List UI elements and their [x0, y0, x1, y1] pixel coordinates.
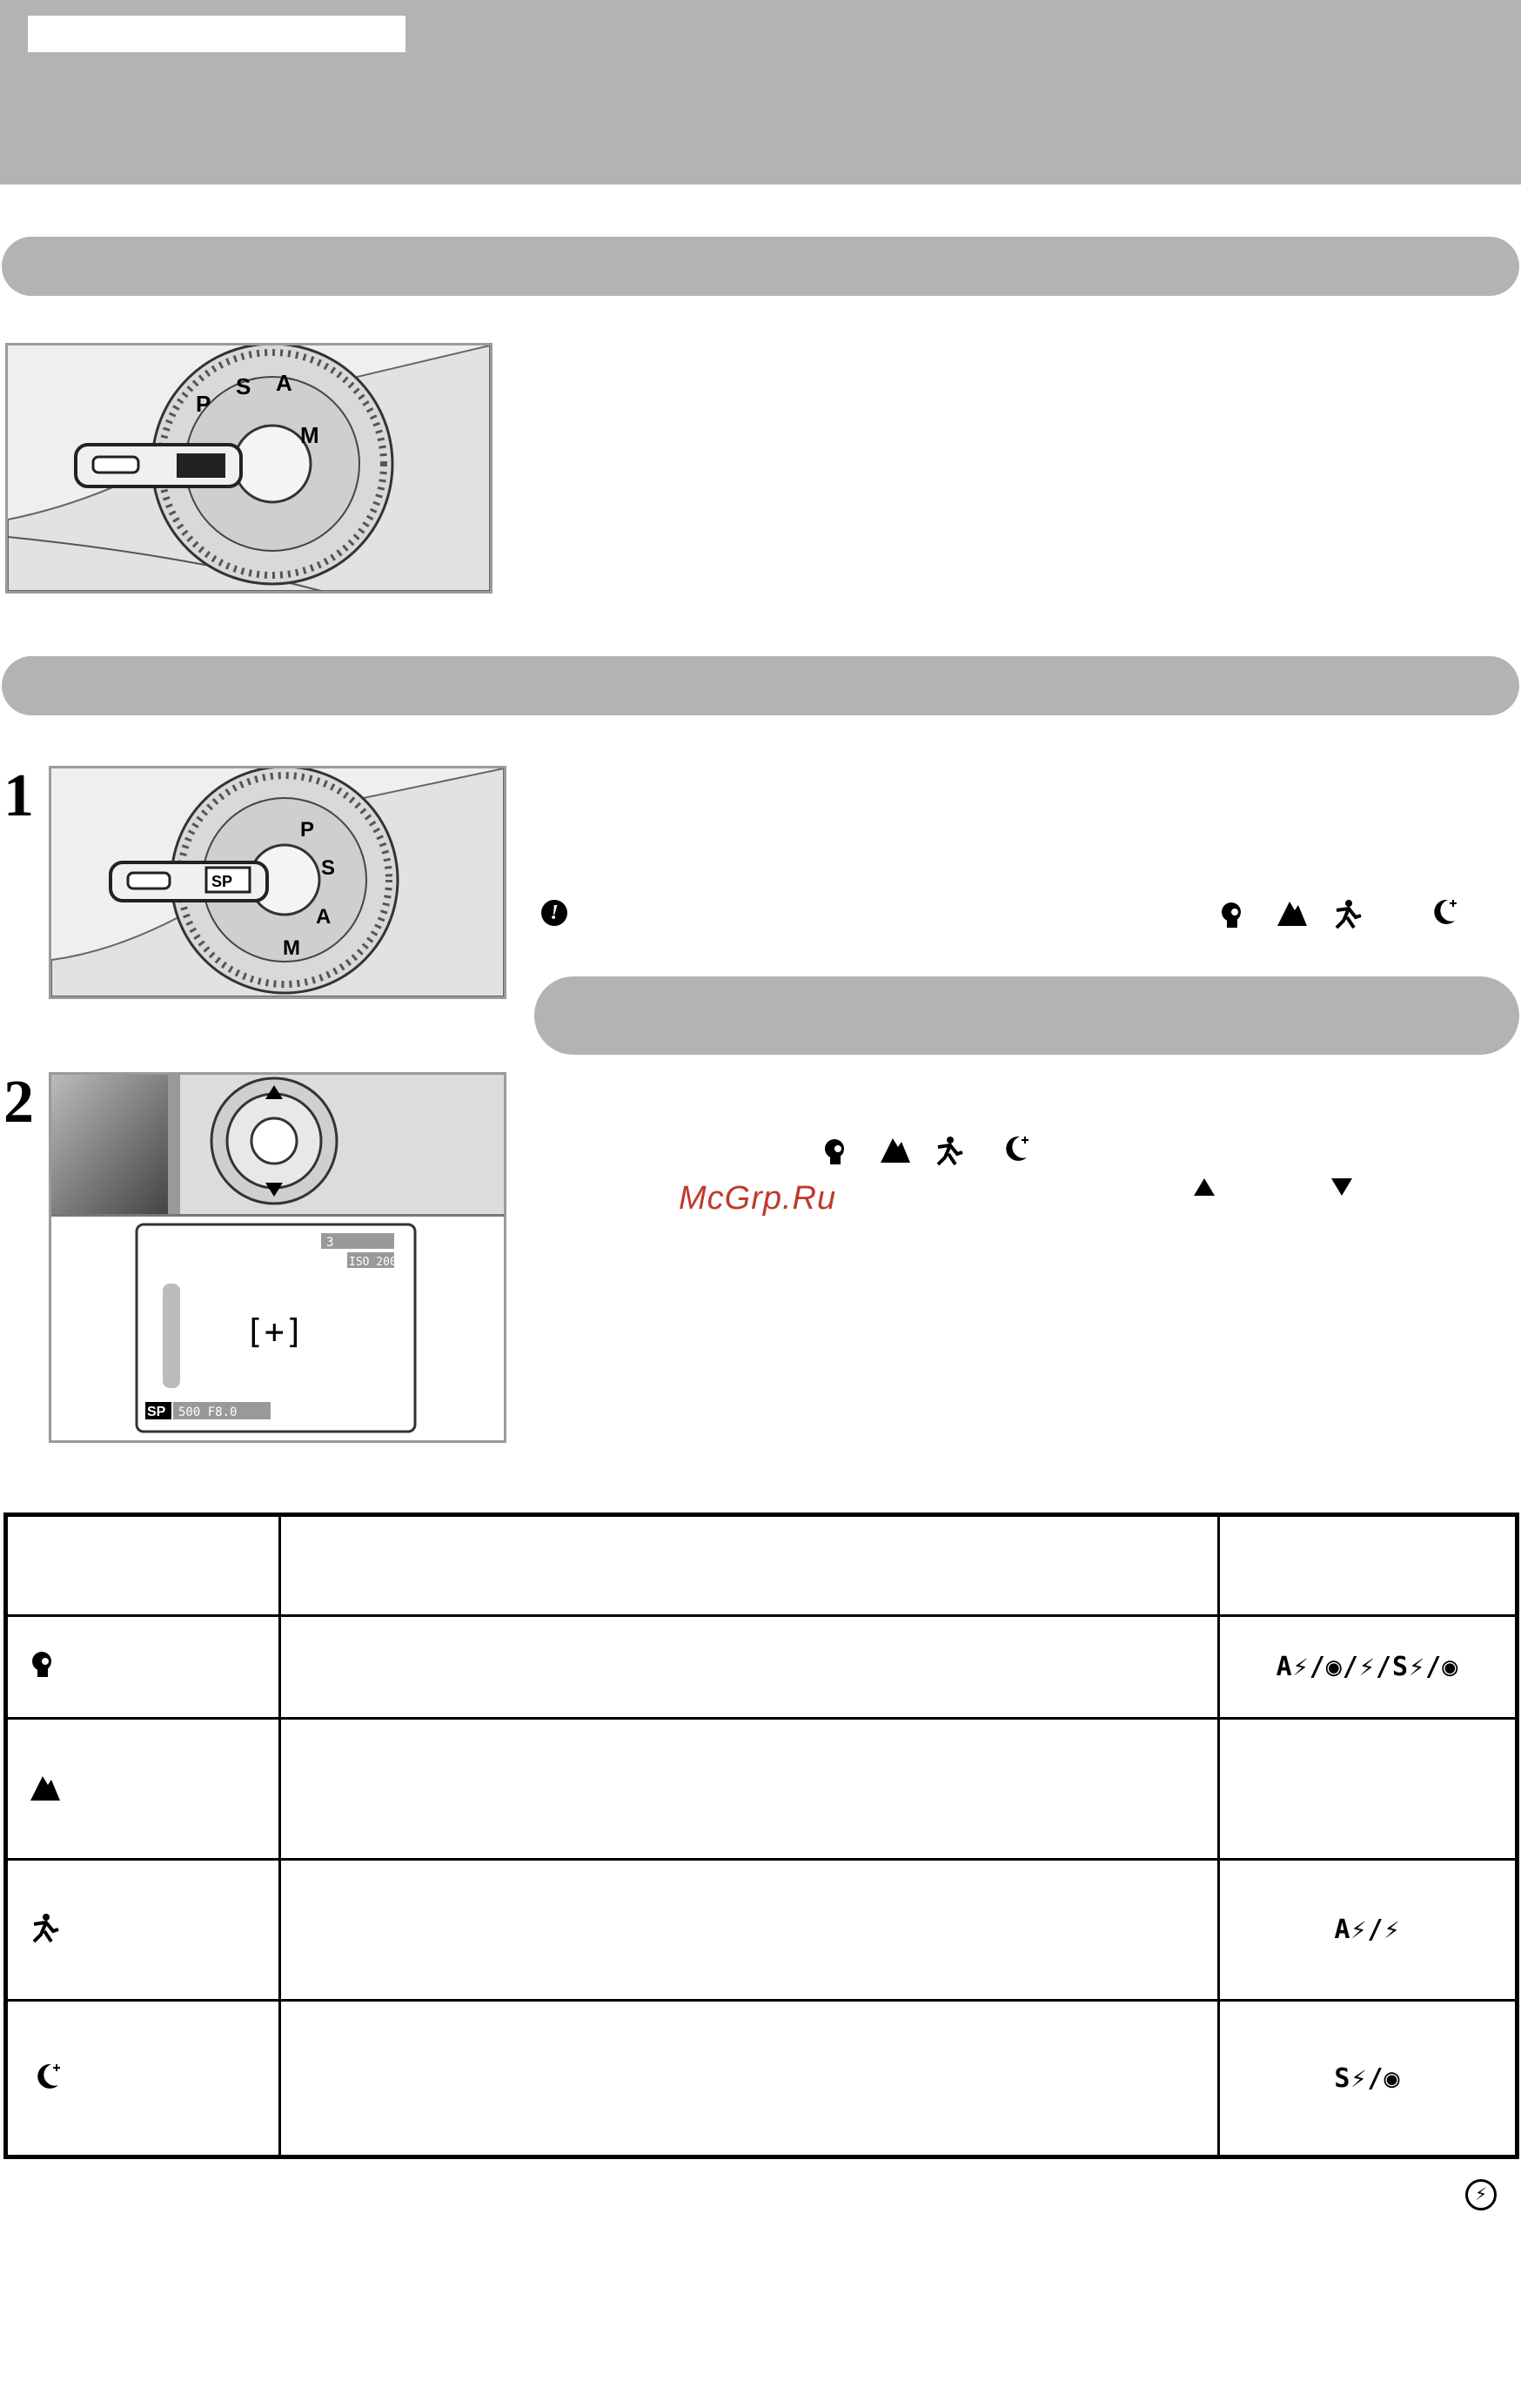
flash-off-icon: ⚡	[1465, 2179, 1497, 2210]
lcd-iso: ISO 200	[349, 1256, 397, 1269]
lcd-shutter-aperture: 500 F8.0	[178, 1405, 238, 1419]
dial-letter-s-2: S	[321, 856, 336, 880]
table-cell-flash-modes	[1218, 1719, 1517, 1860]
portrait-icon	[1216, 900, 1248, 931]
table-header-cell-flash	[1218, 1515, 1517, 1616]
night-moon-icon	[1429, 896, 1460, 928]
table-cell-mode	[6, 1616, 280, 1719]
portrait-icon	[820, 1137, 851, 1168]
figure-mode-dial	[5, 343, 492, 594]
figure-step-2	[49, 1072, 506, 1443]
dial-sp-label: SP	[211, 873, 233, 890]
scene-mode-table	[3, 1513, 1519, 2159]
table-row	[6, 1719, 1518, 1860]
header-label-box	[28, 16, 405, 52]
night-moon-icon	[1001, 1133, 1032, 1164]
lcd-mode-sp: SP	[147, 1405, 166, 1419]
lcd-focus-frame: [+]	[245, 1312, 305, 1351]
section-bar-1	[2, 237, 1519, 296]
table-row	[6, 2001, 1518, 2157]
landscape-mountain-icon	[1276, 896, 1307, 928]
dial-letter-m: M	[300, 422, 319, 448]
table-cell-description	[280, 2001, 1219, 2157]
table-cell-mode	[6, 2001, 280, 2157]
table-header-cell-mode	[6, 1515, 280, 1616]
table-row	[6, 1616, 1518, 1719]
dial-letter-a-2: A	[316, 905, 332, 929]
table-cell-description	[280, 1719, 1219, 1860]
landscape-mountain-icon	[27, 1771, 62, 1802]
step-2-illustration	[51, 1075, 504, 1440]
figure-step-1-dial	[49, 766, 506, 999]
table-cell-description	[280, 1616, 1219, 1719]
table-row	[6, 1860, 1518, 2001]
dial-letter-p-2: P	[300, 818, 315, 842]
dial-letter-p: P	[196, 391, 211, 417]
watermark-text: McGrp.Ru	[679, 1180, 837, 1217]
mode-dial-illustration	[8, 345, 490, 591]
table-cell-flash-modes: S⚡/◉	[1218, 2001, 1517, 2157]
dial-letter-a: A	[276, 370, 292, 396]
table-cell-mode	[6, 1719, 280, 1860]
table-cell-flash-modes: A⚡/⚡	[1218, 1860, 1517, 2001]
sub-section-bar	[534, 976, 1519, 1055]
table-cell-flash-modes: A⚡/◉/⚡/S⚡/◉	[1218, 1616, 1517, 1719]
step-number-1: 1	[3, 762, 34, 829]
sport-runner-icon	[27, 1912, 62, 1943]
triangle-down-icon	[1331, 1178, 1352, 1196]
step-number-2: 2	[3, 1069, 34, 1136]
table-cell-mode	[6, 1860, 280, 2001]
sport-runner-icon	[1331, 898, 1363, 929]
portrait-icon	[27, 1649, 58, 1680]
lcd-frames-remaining: 3	[326, 1236, 334, 1250]
dial-letter-m-2: M	[283, 936, 300, 960]
landscape-mountain-icon	[879, 1133, 910, 1164]
caution-icon: !	[541, 900, 567, 926]
triangle-up-icon	[1194, 1178, 1215, 1196]
step-1-dial-illustration	[51, 768, 504, 996]
dial-letter-s: S	[236, 373, 251, 399]
table-cell-description	[280, 1860, 1219, 2001]
night-moon-icon	[32, 2061, 64, 2092]
table-header-row	[6, 1515, 1518, 1616]
table-header-cell-description	[280, 1515, 1219, 1616]
sport-runner-icon	[933, 1135, 964, 1166]
section-bar-2	[2, 656, 1519, 715]
